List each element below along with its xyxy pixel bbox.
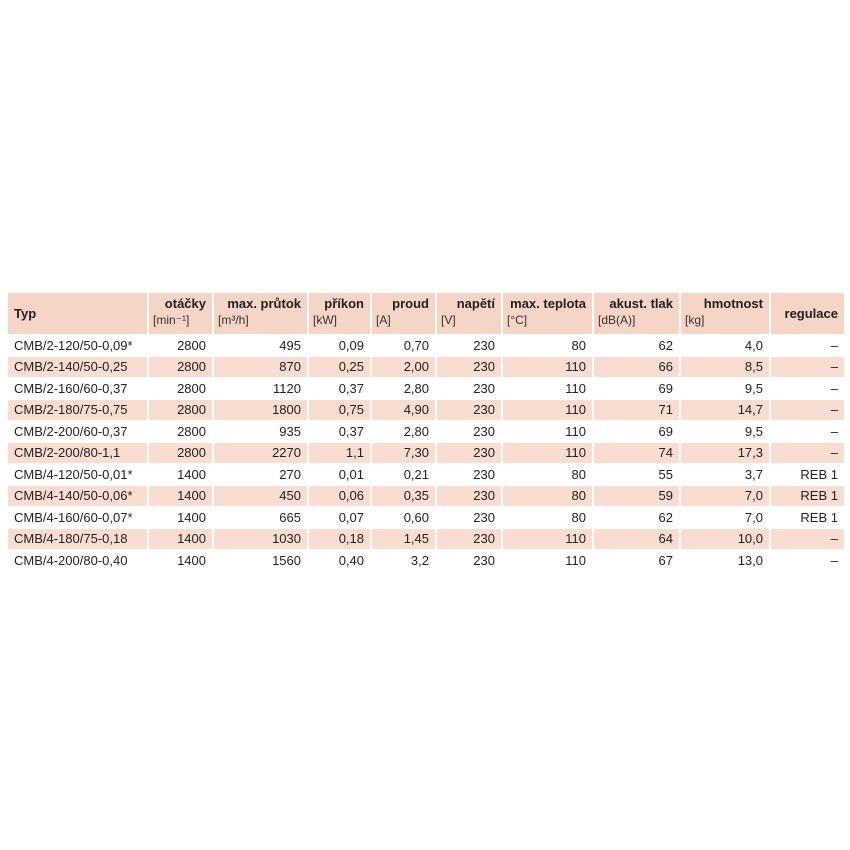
cell-akust-tlak: 74 xyxy=(593,442,680,464)
cell-otacky: 2800 xyxy=(148,421,213,443)
cell-prikon: 1,1 xyxy=(308,442,371,464)
cell-otacky: 2800 xyxy=(148,378,213,400)
cell-otacky: 2800 xyxy=(148,356,213,378)
cell-hmotnost: 7,0 xyxy=(680,507,770,529)
cell-otacky: 1400 xyxy=(148,507,213,529)
cell-prutok: 1120 xyxy=(213,378,308,400)
cell-napeti: 230 xyxy=(436,442,502,464)
cell-napeti: 230 xyxy=(436,528,502,550)
cell-typ: CMB/2-160/60-0,37 xyxy=(8,378,148,400)
table-row xyxy=(8,335,844,357)
cell-typ: CMB/4-180/75-0,18 xyxy=(8,528,148,550)
cell-regulace: – xyxy=(770,442,844,464)
cell-hmotnost: 4,0 xyxy=(680,335,770,357)
table-row xyxy=(8,356,844,378)
header-hmotnost: hmotnost [kg] xyxy=(680,293,770,335)
cell-otacky: 1400 xyxy=(148,550,213,571)
cell-proud: 0,35 xyxy=(371,485,436,507)
cell-proud: 0,70 xyxy=(371,335,436,357)
cell-teplota: 80 xyxy=(502,464,593,486)
cell-prutok: 2270 xyxy=(213,442,308,464)
cell-akust-tlak: 67 xyxy=(593,550,680,571)
cell-regulace: – xyxy=(770,399,844,421)
header-row xyxy=(8,293,844,335)
cell-prutok: 1030 xyxy=(213,528,308,550)
spec-table xyxy=(8,293,844,571)
cell-hmotnost: 17,3 xyxy=(680,442,770,464)
cell-napeti: 230 xyxy=(436,335,502,357)
table-row xyxy=(8,528,844,550)
cell-akust-tlak: 69 xyxy=(593,421,680,443)
cell-akust-tlak: 59 xyxy=(593,485,680,507)
cell-hmotnost: 7,0 xyxy=(680,485,770,507)
cell-akust-tlak: 71 xyxy=(593,399,680,421)
table-row xyxy=(8,550,844,571)
table-row xyxy=(8,464,844,486)
cell-prikon: 0,75 xyxy=(308,399,371,421)
cell-otacky: 1400 xyxy=(148,464,213,486)
cell-prutok: 870 xyxy=(213,356,308,378)
cell-napeti: 230 xyxy=(436,507,502,529)
cell-otacky: 2800 xyxy=(148,399,213,421)
cell-regulace: – xyxy=(770,335,844,357)
cell-proud: 0,60 xyxy=(371,507,436,529)
cell-typ: CMB/4-200/80-0,40 xyxy=(8,550,148,571)
cell-prikon: 0,40 xyxy=(308,550,371,571)
cell-akust-tlak: 64 xyxy=(593,528,680,550)
cell-typ: CMB/4-160/60-0,07* xyxy=(8,507,148,529)
cell-napeti: 230 xyxy=(436,378,502,400)
cell-typ: CMB/2-200/60-0,37 xyxy=(8,421,148,443)
table-row xyxy=(8,378,844,400)
cell-regulace: – xyxy=(770,421,844,443)
cell-typ: CMB/2-180/75-0,75 xyxy=(8,399,148,421)
cell-akust-tlak: 69 xyxy=(593,378,680,400)
cell-akust-tlak: 66 xyxy=(593,356,680,378)
cell-otacky: 2800 xyxy=(148,335,213,357)
cell-prikon: 0,25 xyxy=(308,356,371,378)
cell-teplota: 110 xyxy=(502,378,593,400)
cell-typ: CMB/2-140/50-0,25 xyxy=(8,356,148,378)
header-prutok: max. průtok [m³/h] xyxy=(213,293,308,335)
cell-teplota: 110 xyxy=(502,550,593,571)
cell-prikon: 0,01 xyxy=(308,464,371,486)
cell-teplota: 110 xyxy=(502,399,593,421)
cell-prutok: 270 xyxy=(213,464,308,486)
cell-regulace: – xyxy=(770,356,844,378)
cell-napeti: 230 xyxy=(436,550,502,571)
header-napeti: napětí [V] xyxy=(436,293,502,335)
cell-proud: 4,90 xyxy=(371,399,436,421)
cell-regulace: – xyxy=(770,378,844,400)
cell-teplota: 80 xyxy=(502,485,593,507)
table-row xyxy=(8,442,844,464)
cell-akust-tlak: 55 xyxy=(593,464,680,486)
cell-napeti: 230 xyxy=(436,464,502,486)
header-typ: Typ xyxy=(8,293,148,335)
cell-teplota: 110 xyxy=(502,528,593,550)
cell-napeti: 230 xyxy=(436,421,502,443)
cell-proud: 3,2 xyxy=(371,550,436,571)
cell-otacky: 2800 xyxy=(148,442,213,464)
cell-proud: 2,00 xyxy=(371,356,436,378)
cell-hmotnost: 9,5 xyxy=(680,421,770,443)
cell-hmotnost: 8,5 xyxy=(680,356,770,378)
cell-teplota: 110 xyxy=(502,356,593,378)
cell-napeti: 230 xyxy=(436,485,502,507)
cell-hmotnost: 14,7 xyxy=(680,399,770,421)
cell-akust-tlak: 62 xyxy=(593,507,680,529)
cell-hmotnost: 13,0 xyxy=(680,550,770,571)
cell-prikon: 0,06 xyxy=(308,485,371,507)
cell-proud: 2,80 xyxy=(371,421,436,443)
cell-prutok: 935 xyxy=(213,421,308,443)
cell-prutok: 1560 xyxy=(213,550,308,571)
cell-regulace: – xyxy=(770,550,844,571)
header-regulace: regulace xyxy=(770,293,844,335)
cell-typ: CMB/2-200/80-1,1 xyxy=(8,442,148,464)
cell-proud: 7,30 xyxy=(371,442,436,464)
cell-proud: 2,80 xyxy=(371,378,436,400)
cell-prikon: 0,37 xyxy=(308,421,371,443)
cell-otacky: 1400 xyxy=(148,528,213,550)
cell-otacky: 1400 xyxy=(148,485,213,507)
cell-regulace: REB 1 xyxy=(770,485,844,507)
cell-typ: CMB/4-140/50-0,06* xyxy=(8,485,148,507)
cell-prutok: 495 xyxy=(213,335,308,357)
cell-teplota: 110 xyxy=(502,421,593,443)
table-row xyxy=(8,399,844,421)
cell-prikon: 0,18 xyxy=(308,528,371,550)
header-prikon: příkon [kW] xyxy=(308,293,371,335)
cell-prutok: 450 xyxy=(213,485,308,507)
cell-proud: 1,45 xyxy=(371,528,436,550)
table-body xyxy=(8,335,844,571)
cell-regulace: REB 1 xyxy=(770,507,844,529)
cell-teplota: 110 xyxy=(502,442,593,464)
cell-regulace: REB 1 xyxy=(770,464,844,486)
cell-hmotnost: 9,5 xyxy=(680,378,770,400)
cell-hmotnost: 10,0 xyxy=(680,528,770,550)
cell-prikon: 0,09 xyxy=(308,335,371,357)
cell-prikon: 0,07 xyxy=(308,507,371,529)
header-proud: proud [A] xyxy=(371,293,436,335)
cell-prutok: 665 xyxy=(213,507,308,529)
cell-regulace: – xyxy=(770,528,844,550)
cell-napeti: 230 xyxy=(436,399,502,421)
cell-teplota: 80 xyxy=(502,507,593,529)
header-akust-tlak: akust. tlak [dB(A)] xyxy=(593,293,680,335)
cell-akust-tlak: 62 xyxy=(593,335,680,357)
cell-napeti: 230 xyxy=(436,356,502,378)
table-row xyxy=(8,507,844,529)
header-teplota: max. teplota [°C] xyxy=(502,293,593,335)
cell-proud: 0,21 xyxy=(371,464,436,486)
table-row xyxy=(8,421,844,443)
table-row xyxy=(8,485,844,507)
header-otacky: otáčky [min⁻¹] xyxy=(148,293,213,335)
cell-typ: CMB/2-120/50-0,09* xyxy=(8,335,148,357)
cell-prikon: 0,37 xyxy=(308,378,371,400)
cell-prutok: 1800 xyxy=(213,399,308,421)
cell-teplota: 80 xyxy=(502,335,593,357)
cell-typ: CMB/4-120/50-0,01* xyxy=(8,464,148,486)
cell-hmotnost: 3,7 xyxy=(680,464,770,486)
